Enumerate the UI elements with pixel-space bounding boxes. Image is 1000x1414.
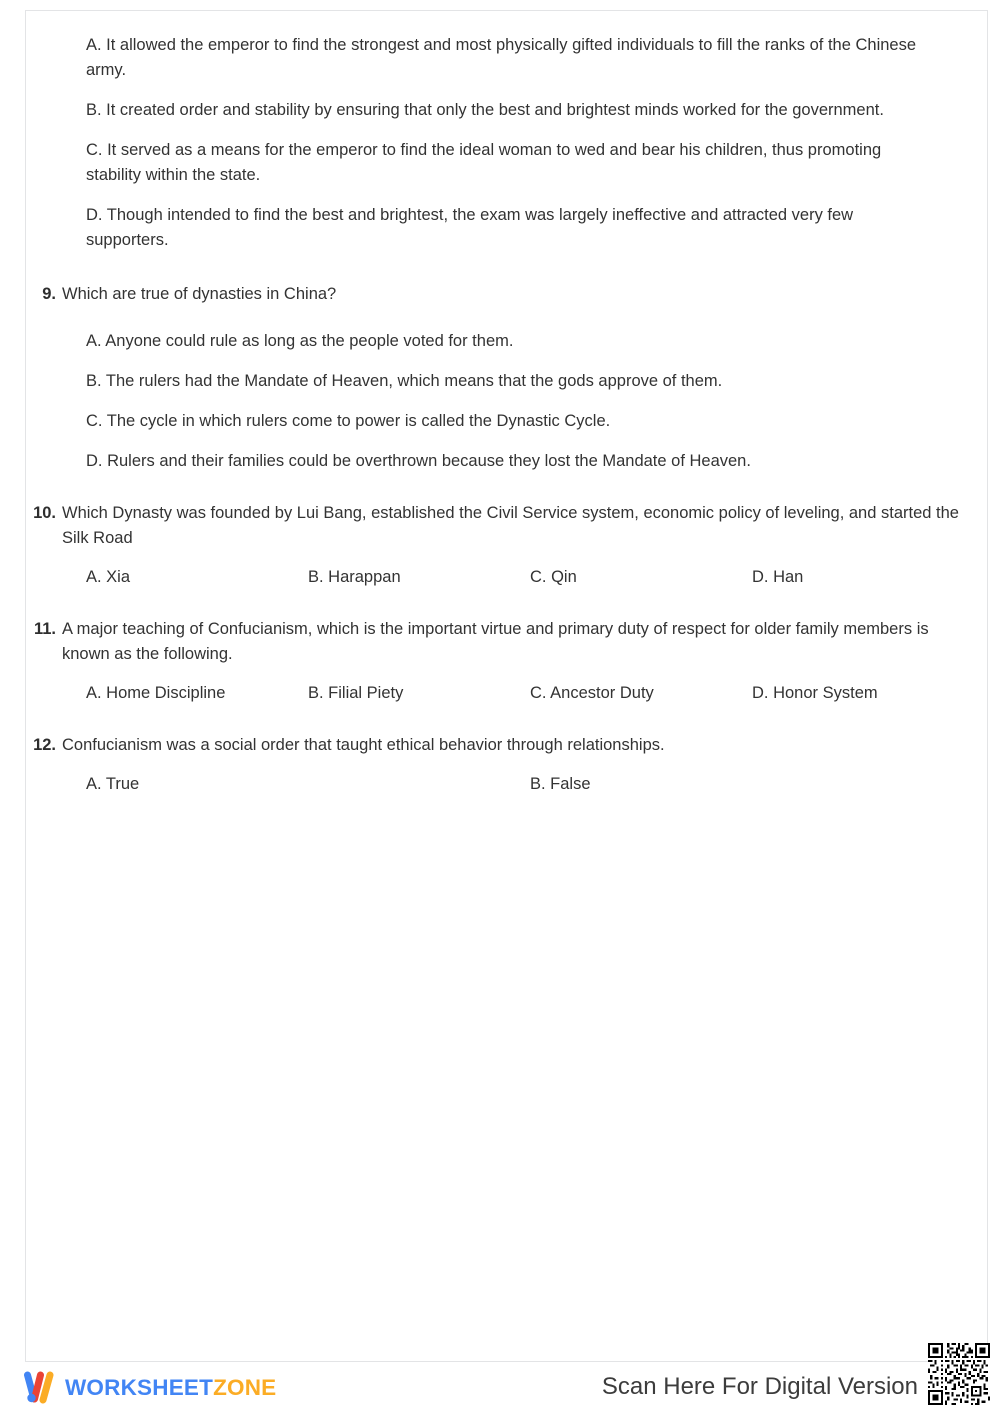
answer-option[interactable]: B. Filial Piety — [308, 684, 404, 702]
question-11 — [26, 617, 989, 667]
question-stem: Which Dynasty was founded by Lui Bang, established the Civil Service system, economic policy of leveling, and started the Silk Road — [62, 504, 959, 547]
answer-option[interactable]: A. True — [86, 775, 140, 793]
answer-option[interactable]: D. Honor System — [752, 684, 878, 702]
scan-here-label: Scan Here For Digital Version — [601, 1373, 918, 1400]
question-number: 12. — [33, 736, 56, 754]
answer-option[interactable]: B. Harappan — [308, 568, 401, 586]
worksheet-zone-mark-icon — [22, 1370, 56, 1406]
answer-option[interactable]: C. The cycle in which rulers come to power is called the Dynastic Cycle. — [86, 412, 611, 430]
answer-option[interactable]: C. It served as a means for the emperor to find the ideal woman to wed and bear his children, thus promoting stability within the state. — [86, 141, 882, 184]
question-number: 11. — [33, 620, 56, 638]
answer-option[interactable]: A. Xia — [86, 568, 131, 586]
answer-option[interactable]: D. Rulers and their families could be overthrown because they lost the Mandate of Heaven. — [86, 452, 751, 470]
answer-option[interactable]: B. It created order and stability by ensuring that only the best and brightest minds worked for the government. — [86, 101, 884, 119]
answer-option[interactable]: A. It allowed the emperor to find the strongest and most physically gifted individuals to fill the ranks of the Chinese army. — [86, 36, 917, 79]
question-12 — [26, 733, 989, 758]
worksheet-content — [26, 11, 989, 797]
answer-option[interactable]: C. Qin — [530, 568, 577, 586]
brand-wordmark — [65, 1374, 277, 1400]
answer-option[interactable]: C. Ancestor Duty — [530, 684, 654, 702]
question-stem: Confucianism was a social order that taught ethical behavior through relationships. — [62, 736, 665, 754]
answer-option[interactable]: B. False — [530, 775, 591, 793]
question-number: 10. — [33, 504, 56, 522]
question-stem: Which are true of dynasties in China? — [62, 285, 337, 303]
answer-option[interactable]: A. Home Discipline — [86, 684, 226, 702]
answer-option[interactable]: A. Anyone could rule as long as the people voted for them. — [86, 332, 514, 350]
answer-option[interactable]: B. The rulers had the Mandate of Heaven, which means that the gods approve of them. — [86, 372, 723, 390]
question-number: 9. — [42, 285, 56, 303]
question-9 — [26, 282, 989, 307]
answer-option[interactable]: D. Han — [752, 568, 804, 586]
qr-code[interactable] — [928, 1343, 990, 1405]
worksheet-page — [25, 10, 988, 1362]
question-stem: A major teaching of Confucianism, which is the important virtue and primary duty of respect for older family members is known as the following. — [62, 620, 929, 663]
answer-row — [26, 772, 989, 797]
question-10 — [26, 501, 989, 551]
brand-zone: ZONE — [213, 1374, 277, 1400]
worksheet-zone-logo[interactable] — [22, 1370, 276, 1406]
question-continued — [26, 33, 989, 253]
answer-row — [26, 681, 989, 706]
answer-row — [26, 565, 989, 590]
brand-worksheet: WORKSHEET — [65, 1374, 214, 1400]
page-footer — [0, 1368, 1000, 1414]
answer-option[interactable]: D. Though intended to find the best and brightest, the exam was largely ineffective and attracted very few supporters. — [86, 206, 854, 249]
